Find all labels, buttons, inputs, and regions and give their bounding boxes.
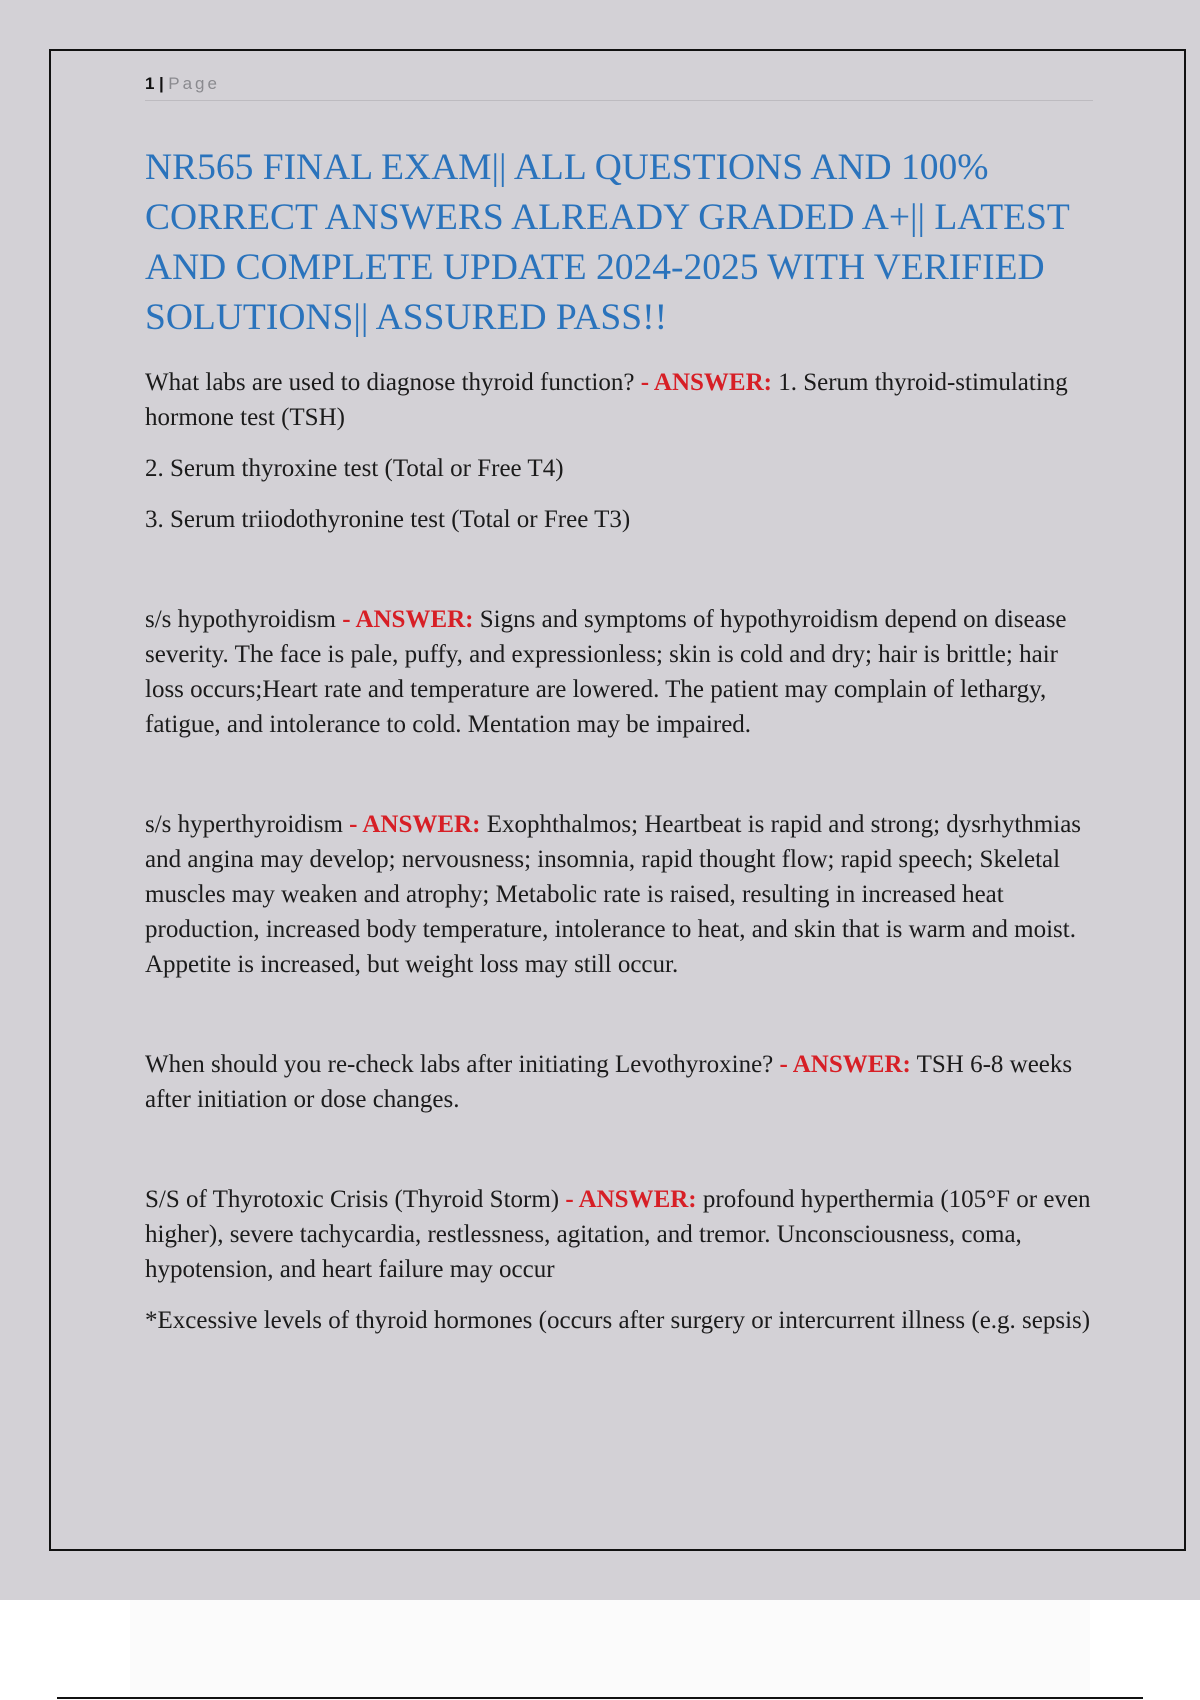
answer-label: - ANSWER: xyxy=(565,1186,697,1213)
qa-text xyxy=(145,365,1093,435)
qa-item-4 xyxy=(145,1047,1093,1117)
answer-label: - ANSWER: xyxy=(342,606,474,633)
qa-text xyxy=(145,807,1093,982)
qa-item-5 xyxy=(145,1182,1093,1338)
answer-label: - ANSWER: xyxy=(779,1051,911,1078)
answer-label: - ANSWER: xyxy=(349,811,481,838)
qa-text xyxy=(145,1182,1093,1287)
answer-text: 1. Serum thyroid-stimulating hormone test (TSH) xyxy=(145,369,1068,431)
qa-item-3 xyxy=(145,807,1093,982)
qa-item-1 xyxy=(145,365,1093,537)
qa-item-2 xyxy=(145,602,1093,742)
answer-line: *Excessive levels of thyroid hormones (occurs after surgery or intercurrent illness (e.g. sepsis) xyxy=(145,1307,1091,1334)
answer-text: TSH 6-8 weeks after initiation or dose changes. xyxy=(145,1051,1073,1113)
answer-text: Signs and symptoms of hypothyroidism depend on disease severity. The face is pale, puffy, and expressionless; skin is cold and dry; hair is brittle; hair loss occurs;Heart rate and temperature are lowered. The patient may complain of lethargy, fatigue, and intolerance to cold. Mentation may be impaired. xyxy=(145,606,1067,738)
page-content xyxy=(145,74,1093,1338)
qa-text xyxy=(145,602,1093,742)
question-text: s/s hypothyroidism xyxy=(145,606,336,633)
next-page-preview xyxy=(130,1600,1090,1700)
question-text: s/s hyperthyroidism xyxy=(145,811,343,838)
answer-label: - ANSWER: xyxy=(640,369,772,396)
question-text: S/S of Thyrotoxic Crisis (Thyroid Storm) xyxy=(145,1186,560,1213)
question-text: What labs are used to diagnose thyroid function? xyxy=(145,369,635,396)
answer-text: profound hyperthermia (105°F or even higher), severe tachycardia, restlessness, agitation, and tremor. Unconsciousness, coma, hypotension, and heart failure may occur xyxy=(145,1186,1091,1283)
page-header xyxy=(145,74,1093,101)
answer-line: 3. Serum triiodothyronine test (Total or Free T3) xyxy=(145,506,631,533)
qa-text xyxy=(145,1047,1093,1117)
page-number: 1 xyxy=(145,74,155,93)
footer-rule xyxy=(57,1697,1143,1699)
page-separator: | xyxy=(158,74,165,93)
answer-line: 2. Serum thyroxine test (Total or Free T4) xyxy=(145,455,564,482)
answer-text: Exophthalmos; Heartbeat is rapid and strong; dysrhythmias and angina may develop; nervousness; insomnia, rapid thought flow; rapid speech; Skeletal muscles may weaken and atrophy; Metabolic rate is raised, resulting in increased heat production, increased body temperature, intolerance to heat, and skin that is warm and moist. Appetite is increased, but weight loss may still occur. xyxy=(145,811,1082,978)
document-title: NR565 FINAL EXAM|| ALL QUESTIONS AND 100% CORRECT ANSWERS ALREADY GRADED A+|| LATEST AND COMPLETE UPDATE 2024-2025 WITH VERIFIED SOLUTIONS|| ASSURED PASS!! xyxy=(145,147,1070,338)
page-word: Page xyxy=(168,74,220,93)
question-text: When should you re-check labs after initiating Levothyroxine? xyxy=(145,1051,774,1078)
